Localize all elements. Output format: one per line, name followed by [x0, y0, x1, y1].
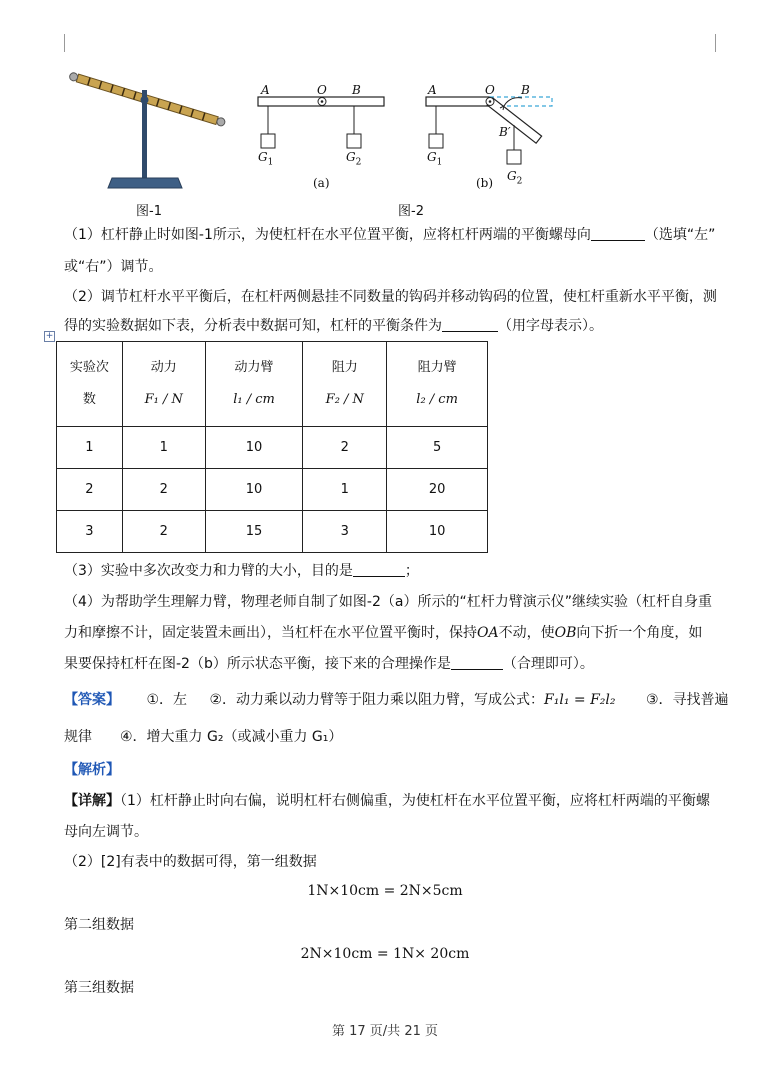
experiment-data-table — [56, 341, 488, 553]
table-header-cell: 动力 F₁ / N — [122, 342, 205, 427]
fig2a-label-O: O — [317, 83, 327, 97]
table-cell: 10 — [387, 511, 488, 553]
fig2a-label-G2: $G_2$ — [346, 150, 362, 168]
margin-mark-right — [715, 34, 716, 52]
fig2a-label-A: A — [261, 83, 270, 97]
fig2b-caption: (b) — [476, 176, 494, 190]
table-cell: 2 — [57, 469, 123, 511]
page-footer: 第 17 页/共 21 页 — [332, 1024, 438, 1039]
group-2-label: 第二组数据 — [64, 917, 134, 933]
fig2a-label-B: B — [352, 83, 361, 97]
fig2b-label-G2: $G_2$ — [507, 169, 523, 187]
q4-line1: （4）为帮助学生理解力臂，物理老师自制了如图-2（a）所示的“杠杆力臂演示仪”继续实验（杠杆自身重 — [64, 594, 712, 610]
fig2b-label-Bprime: B′ — [499, 125, 511, 139]
answer-tag: 【答案】 — [64, 692, 120, 708]
table-cell: 2 — [303, 427, 387, 469]
table-row — [57, 427, 488, 469]
table-move-handle-icon[interactable]: + — [45, 331, 54, 341]
analysis-p2: （2）[2]有表中的数据可得，第一组数据 — [64, 854, 317, 870]
q1-line2: 或“右”）调节。 — [64, 259, 163, 275]
q1-answer-blank[interactable] — [591, 226, 645, 241]
equation-1: 1N×10cm = 2N×5cm — [307, 883, 463, 899]
table-cell: 3 — [57, 511, 123, 553]
q3-line: （3）实验中多次改变力和力臂的大小，目的是 ； — [64, 563, 419, 579]
q2-answer-blank[interactable] — [442, 317, 498, 332]
table-row — [57, 511, 488, 553]
table-cell: 5 — [387, 427, 488, 469]
figure-1-lever-stand — [64, 62, 234, 194]
margin-mark-left — [64, 34, 65, 52]
table-cell: 2 — [122, 511, 205, 553]
fig2a-label-G1: $G_1$ — [258, 150, 274, 168]
table-cell: 15 — [205, 511, 303, 553]
figure-1-caption: 图-1 — [136, 204, 162, 219]
table-header-cell: 阻力臂 l₂ / cm — [387, 342, 488, 427]
table-cell: 1 — [303, 469, 387, 511]
table-cell: 1 — [122, 427, 205, 469]
table-header-cell: 阻力 F₂ / N — [303, 342, 387, 427]
q2-line2: 得的实验数据如下表，分析表中数据可知，杠杆的平衡条件为 （用字母表示）。 — [64, 318, 603, 334]
table-cell: 10 — [205, 469, 303, 511]
fig2b-label-B: B — [521, 83, 530, 97]
table-header-row — [57, 342, 488, 427]
q3-answer-blank[interactable] — [353, 562, 405, 577]
detail-line2: 母向左调节。 — [64, 824, 148, 840]
q4-answer-blank[interactable] — [451, 655, 503, 670]
figure-2-caption: 图-2 — [398, 204, 424, 219]
equation-2: 2N×10cm = 1N× 20cm — [300, 946, 470, 962]
table-cell: 2 — [122, 469, 205, 511]
fig2b-label-G1: $G_1$ — [427, 150, 443, 168]
group-3-label: 第三组数据 — [64, 980, 134, 996]
table-row — [57, 469, 488, 511]
table-cell: 3 — [303, 511, 387, 553]
fig2b-label-A: A — [428, 83, 437, 97]
answer-line1: 【答案】 ①．左 ②．动力乘以动力臂等于阻力乘以阻力臂，写成公式：F₁l₁ = F₂l₂ ③．寻找普遍 — [64, 692, 729, 708]
q4-line2: 力和摩擦不计，固定装置未画出），当杠杆在水平位置平衡时，保持OA不动，使OB向下折一个角度，如 — [64, 625, 703, 641]
analysis-tag: 【解析】 — [64, 762, 120, 778]
q4-line3: 果要保持杠杆在图-2（b）所示状态平衡，接下来的合理操作是 （合理即可）。 — [64, 656, 594, 672]
q2-line1: （2）调节杠杆水平平衡后，在杠杆两侧悬挂不同数量的钩码并移动钩码的位置，使杠杆重新水平平衡，测 — [64, 289, 717, 305]
table-header-cell: 实验次 数 — [57, 342, 123, 427]
fig2a-caption: (a) — [313, 176, 330, 190]
detail-line1: 【详解】（1）杠杆静止时向右偏，说明杠杆右侧偏重，为使杠杆在水平位置平衡，应将杠杆两端的平衡螺 — [64, 793, 710, 809]
fig2b-label-O: O — [485, 83, 495, 97]
q1-line1: （1）杠杆静止时如图-1所示，为使杠杆在水平位置平衡，应将杠杆两端的平衡螺母向 （选填“左” — [64, 227, 716, 243]
table-cell: 1 — [57, 427, 123, 469]
table-cell: 20 — [387, 469, 488, 511]
table-header-cell: 动力臂 l₁ / cm — [205, 342, 303, 427]
table-cell: 10 — [205, 427, 303, 469]
answer-line2: 规律 ④．增大重力 G₂（或减小重力 G₁） — [64, 729, 343, 745]
